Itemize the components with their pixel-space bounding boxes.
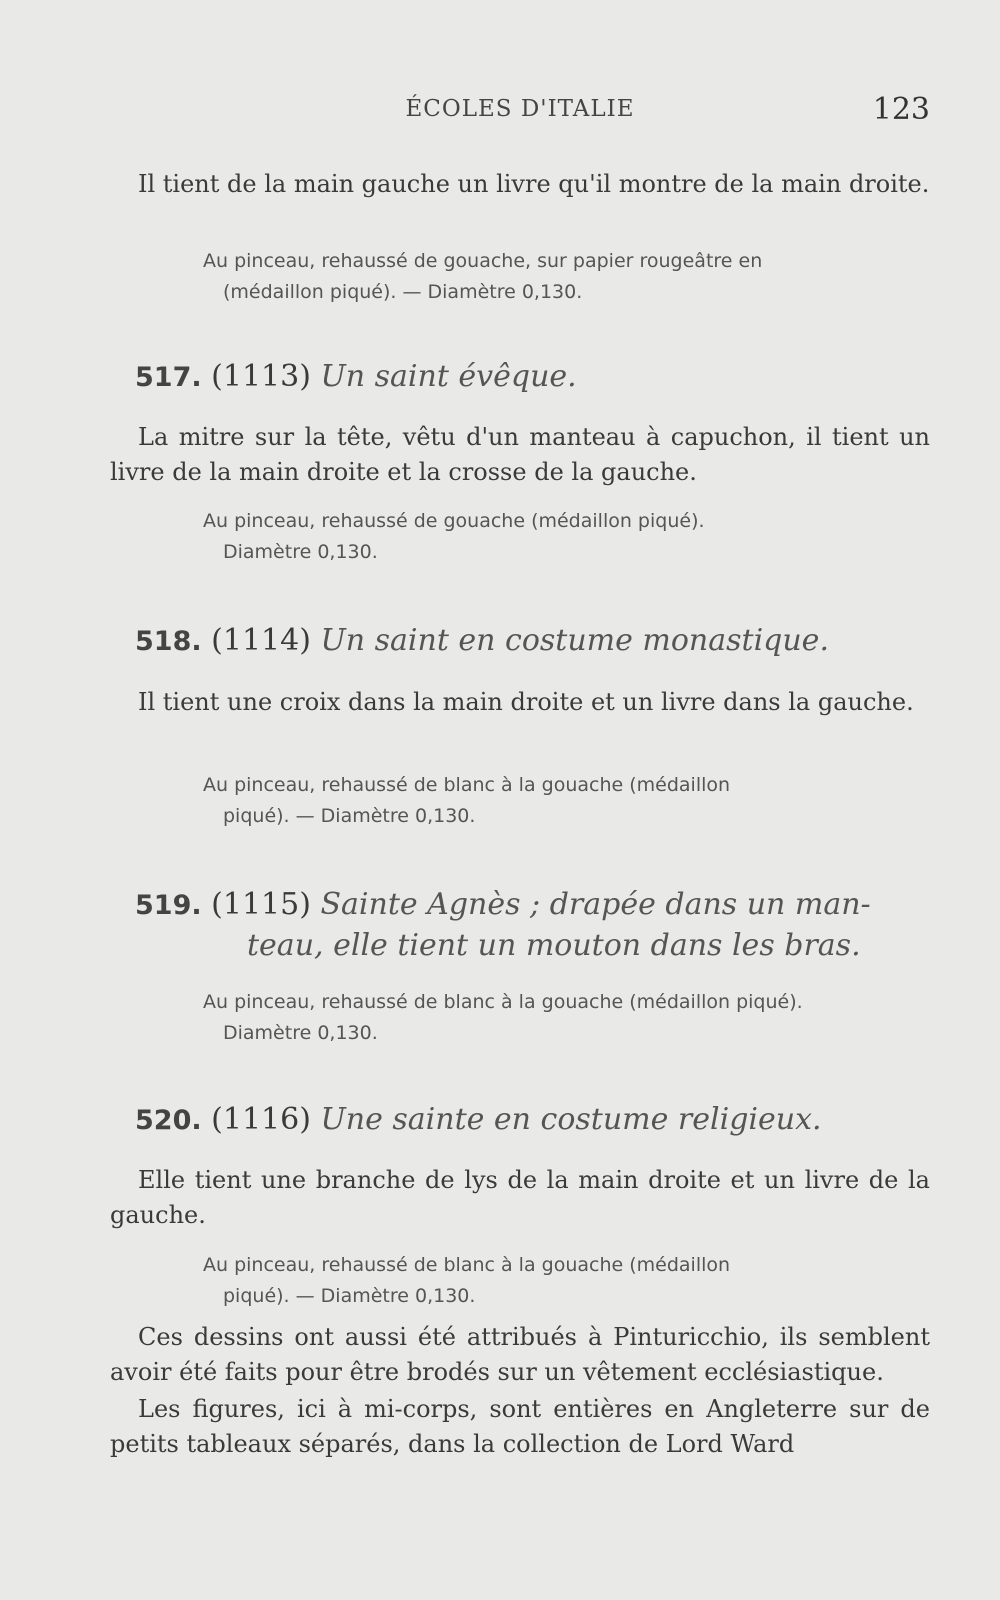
running-header: [110, 92, 930, 130]
entry-note-520: [203, 1250, 925, 1312]
entry-note-line1: Au pinceau, rehaussé de gouache (médaillon piqué).: [203, 510, 705, 532]
entry-note-line2: Diamètre 0,130.: [223, 541, 378, 563]
intro-description: Il tient de la main gauche un livre qu'il montre de la main droite.: [138, 170, 930, 198]
page-number: 123: [872, 92, 930, 127]
entry-note-line1: Au pinceau, rehaussé de blanc à la gouache (médaillon: [203, 774, 731, 796]
entry-note-line1: Au pinceau, rehaussé de blanc à la gouache (médaillon piqué).: [203, 991, 803, 1013]
entry-heading-517: [135, 357, 935, 398]
entry-ref: (1114): [211, 623, 311, 658]
entry-title-continuation: teau, elle tient un mouton dans les bras.: [247, 928, 861, 963]
entry-description-520: Elle tient une branche de lys de la main droite et un livre de la gauche.: [110, 1166, 930, 1229]
entry-heading-519: [135, 885, 935, 966]
entry-ref: (1113): [211, 359, 311, 394]
intro-note-line2: (médaillon piqué). — Diamètre 0,130.: [223, 281, 583, 303]
entry-note-line1: Au pinceau, rehaussé de blanc à la gouache (médaillon: [203, 1254, 731, 1276]
entry-title: Un saint évêque.: [320, 359, 577, 394]
closing-paragraph-1: Ces dessins ont aussi été attribués à Pinturicchio, ils semblent avoir été faits pour être brodés sur un vêtement ecclésiastique.: [110, 1323, 930, 1386]
entry-number: 517.: [135, 362, 202, 393]
intro-note: [203, 246, 925, 308]
entry-number: 519.: [135, 890, 202, 921]
entry-ref: (1116): [211, 1102, 311, 1137]
entry-heading-520: [135, 1100, 935, 1141]
entry-title: Un saint en costume monastique.: [320, 623, 829, 658]
entry-number: 520.: [135, 1105, 202, 1136]
entry-description-518: Il tient une croix dans la main droite et un livre dans la gauche.: [138, 688, 914, 716]
entry-number: 518.: [135, 626, 202, 657]
entry-note-line2: Diamètre 0,130.: [223, 1022, 378, 1044]
closing-paragraph-2: Les figures, ici à mi-corps, sont entières en Angleterre sur de petits tableaux séparés, dans la collection de Lord Ward: [110, 1395, 930, 1458]
entry-title: Sainte Agnès ; drapée dans un man-: [320, 887, 871, 922]
entry-title: Une sainte en costume religieux.: [320, 1102, 822, 1137]
running-title: ÉCOLES D'ITALIE: [405, 96, 635, 122]
entry-note-line2: piqué). — Diamètre 0,130.: [223, 805, 476, 827]
entry-note-518: [203, 770, 925, 832]
entry-description-517: La mitre sur la tête, vêtu d'un manteau à capuchon, il tient un livre de la main droite et la crosse de la gauche.: [110, 423, 930, 486]
entry-heading-518: [135, 621, 935, 662]
entry-note-517: [203, 506, 925, 568]
intro-note-line1: Au pinceau, rehaussé de gouache, sur papier rougeâtre en: [203, 250, 763, 272]
entry-note-line2: piqué). — Diamètre 0,130.: [223, 1285, 476, 1307]
entry-ref: (1115): [211, 887, 311, 922]
entry-note-519: [203, 987, 925, 1049]
